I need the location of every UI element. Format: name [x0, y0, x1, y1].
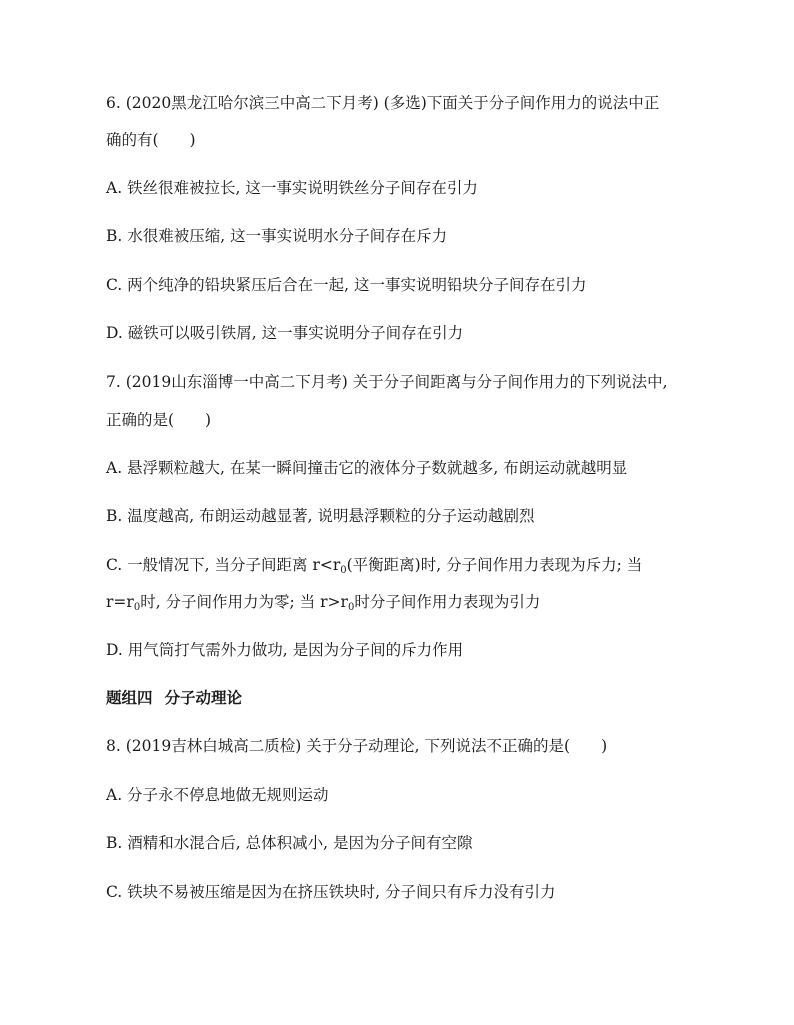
r0-subscript: 0 [340, 565, 347, 576]
q8-option-c: C. 铁块不易被压缩是因为在挤压铁块时, 分子间只有斥力没有引力 [106, 883, 556, 901]
q7-option-c-line1 [106, 555, 642, 575]
section-label: 题组四 [106, 689, 153, 707]
q8-option-b: B. 酒精和水混合后, 总体积减小, 是因为分子间有空隙 [106, 834, 473, 852]
q6-option-d: D. 磁铁可以吸引铁屑, 这一事实说明分子间存在引力 [106, 324, 464, 342]
q6-option-a: A. 铁丝很难被拉长, 这一事实说明铁丝分子间存在引力 [106, 179, 478, 197]
section-title: 分子动理论 [164, 689, 243, 707]
r0-subscript: 0 [133, 602, 141, 613]
q7-option-c-text4: 时, 分子间作用力为零; 当 r>r [140, 593, 348, 611]
q7-stem-line2: 正确的是( ) [106, 411, 212, 429]
q7-option-a: A. 悬浮颗粒越大, 在某一瞬间撞击它的液体分子数就越多, 布朗运动就越明显 [106, 459, 628, 477]
q7-option-c-text5: 时分子间作用力表现为引力 [354, 593, 541, 611]
q7-option-d: D. 用气筒打气需外力做功, 是因为分子间的斥力作用 [106, 641, 464, 659]
q7-stem-line1: 7. (2019山东淄博一中高二下月考) 关于分子间距离与分子间作用力的下列说法中, [106, 373, 668, 391]
section-heading [106, 688, 242, 708]
q6-stem-line1: 6. (2020黑龙江哈尔滨三中高二下月考) (多选)下面关于分子间作用力的说法中正 [106, 94, 660, 112]
q8-stem: 8. (2019吉林白城高二质检) 关于分子动理论, 下列说法不正确的是( ) [106, 737, 608, 755]
q6-option-c: C. 两个纯净的铅块紧压后合在一起, 这一事实说明铅块分子间存在引力 [106, 276, 587, 294]
q7-option-c-text2: (平衡距离)时, 分子间作用力表现为斥力; 当 [346, 556, 643, 574]
q7-option-c-line2 [106, 592, 540, 612]
q7-option-c-text1: C. 一般情况下, 当分子间距离 r<r [106, 556, 341, 574]
q6-stem-line2: 确的有( ) [106, 131, 196, 149]
q7-option-c-text3: r=r [106, 593, 134, 611]
q7-option-b: B. 温度越高, 布朗运动越显著, 说明悬浮颗粒的分子运动越剧烈 [106, 507, 535, 525]
q6-option-b: B. 水很难被压缩, 这一事实说明水分子间存在斥力 [106, 227, 448, 245]
q8-option-a: A. 分子永不停息地做无规则运动 [106, 786, 329, 804]
r0-subscript: 0 [347, 602, 355, 613]
